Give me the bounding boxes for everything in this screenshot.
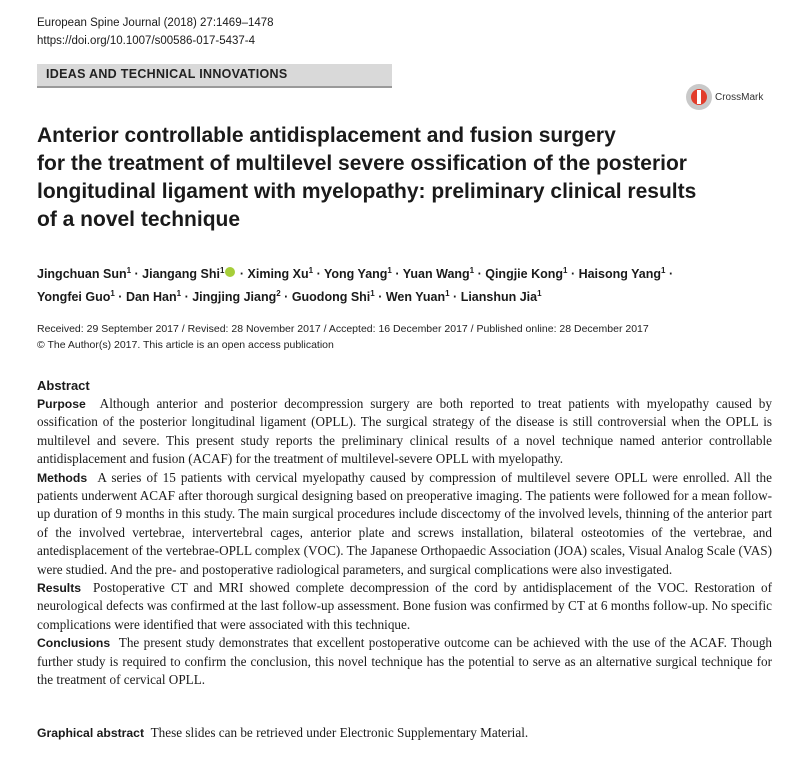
author[interactable] [142, 267, 236, 281]
abstract-conclusions [37, 634, 772, 689]
author-name: Guodong Shi [291, 290, 371, 305]
author-name: Haisong Yang [578, 267, 662, 282]
title-line: for the treatment of multilevel severe ossification of the posterior [37, 152, 687, 175]
article-dates [37, 321, 649, 353]
affiliation-marker: 2 [276, 289, 281, 299]
title-line: longitudinal ligament with myelopathy: preliminary clinical results [37, 180, 697, 203]
affiliation-marker: 1 [563, 266, 568, 275]
affiliation-marker: 1 [219, 266, 225, 275]
separator: · [181, 290, 193, 305]
journal-citation: European Spine Journal (2018) 27:1469–1478 [37, 17, 274, 29]
section-label: Methods [37, 470, 88, 485]
abstract-section [37, 377, 772, 690]
separator: · [131, 267, 143, 282]
author[interactable] [37, 290, 115, 304]
author[interactable] [126, 290, 181, 304]
abstract-heading: Abstract [37, 378, 90, 393]
author[interactable] [292, 290, 375, 304]
author-name: Yongfei Guo [37, 290, 111, 305]
author[interactable] [37, 267, 131, 281]
affiliation-marker: 1 [110, 289, 115, 299]
separator: · [391, 267, 403, 282]
affiliation-marker: 1 [661, 266, 666, 275]
author-name: Jiangang Shi [142, 267, 220, 282]
crossmark-badge[interactable] [686, 84, 763, 110]
affiliation-marker: 1 [469, 266, 475, 275]
title-line: of a novel technique [37, 208, 241, 231]
crossmark-label: CrossMark [715, 91, 764, 103]
author-name: Qingjie Kong [485, 267, 564, 282]
author[interactable] [403, 267, 474, 281]
author-line [37, 261, 767, 284]
author[interactable] [248, 267, 314, 281]
separator: · [474, 267, 486, 282]
article-title [37, 122, 757, 234]
separator: · [567, 267, 579, 282]
author[interactable] [461, 290, 542, 304]
abstract-results [37, 579, 772, 634]
affiliation-marker: 1 [126, 266, 132, 275]
author[interactable] [192, 290, 281, 304]
author-name: Dan Han [125, 290, 177, 305]
graphical-abstract-text: These slides can be retrieved under Electronic Supplementary Material. [150, 725, 529, 740]
section-text: The present study demonstrates that excellent postoperative outcome can be achieved with the use of the ACAF. Though further study is required to confirm the conclusion, this novel technique has the potential to serve as an alternative surgical technique for the treatment of cervical OPLL. [37, 635, 773, 688]
author-name: Yong Yang [323, 267, 388, 282]
doi-link[interactable]: https://doi.org/10.1007/s00586-017-5437-4 [37, 35, 256, 47]
author[interactable] [579, 267, 666, 281]
separator: · [114, 290, 126, 305]
affiliation-marker: 1 [445, 289, 450, 299]
section-text: Postoperative CT and MRI showed complete decompression of the cord by antidisplacement of the VOC. Restoration of neurological defects was confirmed at the last follow-up assessment. Bone fusion was confirmed by CT at 6 months follow-up. No specific complications were identified that were associated with this technique. [37, 580, 773, 632]
orcid-icon[interactable] [225, 267, 235, 277]
author-list [37, 261, 767, 307]
section-label-bar [37, 64, 392, 88]
abstract-purpose [37, 395, 772, 469]
affiliation-marker: 1 [308, 266, 314, 275]
section-text: Although anterior and posterior decompression surgery are both reported to treat patients with myelopathy caused by ossification of the posterior longitudinal ligament (OPLL). The surgical strategy of the disease is still controversial when the OPLL is multilevel and severe. This present study reports the preliminary clinical results of a novel technique named anterior controllable antidisplacement and fusion (ACAF) for the treatment of multilevel-severe OPLL with myelopathy. [37, 396, 772, 467]
separator: · [665, 267, 674, 282]
author-name: Ximing Xu [247, 267, 309, 282]
journal-header [37, 14, 274, 50]
abstract-methods [37, 469, 772, 579]
section-label: Conclusions [37, 636, 111, 651]
section-text: A series of 15 patients with cervical myelopathy caused by compression of multilevel severe OPLL were enrolled. All the patients underwent ACAF after thorough surgical designing based on preoperative imaging. The patients were followed for a mean follow-up duration of 9 months in this study. The main surgical procedures include discectomy of the involved levels, thinning of the anterior part of the involved vertebrae, intervertebral cages, anterior plate and screws installation, bilateral osteotomies of the vertebrae, and antedisplacement of the vertebrae-OPLL complex (VOC). The Japanese Orthopaedic Association (JOA) scales, Visual Analog Scale (VAS) were studied. And the pre- and postoperative radiological parameters, and surgical complications were also investigated. [37, 469, 772, 577]
author-line [37, 284, 767, 307]
author-name: Jingchuan Sun [37, 267, 127, 282]
separator: · [313, 267, 324, 282]
affiliation-marker: 1 [176, 289, 182, 299]
affiliation-marker: 1 [537, 289, 542, 299]
separator: · [236, 267, 248, 282]
affiliation-marker: 1 [387, 266, 392, 275]
section-label: Results [37, 581, 82, 596]
title-line: Anterior controllable antidisplacement and fusion surgery [37, 124, 616, 147]
separator: · [280, 290, 292, 305]
license-line: © The Author(s) 2017. This article is an open access publication [37, 339, 334, 351]
separator: · [449, 290, 461, 305]
author[interactable] [386, 290, 450, 304]
graphical-abstract-label: Graphical abstract [37, 726, 145, 740]
author[interactable] [324, 267, 392, 281]
author[interactable] [485, 267, 567, 281]
affiliation-marker: 1 [370, 289, 375, 299]
section-label: IDEAS AND TECHNICAL INNOVATIONS [46, 67, 288, 81]
crossmark-icon [686, 84, 712, 110]
author-name: Lianshun Jia [460, 290, 538, 305]
separator: · [374, 290, 386, 305]
graphical-abstract [37, 724, 528, 742]
section-label: Purpose [37, 397, 86, 411]
author-name: Jingjing Jiang [192, 290, 277, 305]
author-name: Wen Yuan [385, 290, 446, 305]
author-name: Yuan Wang [402, 267, 470, 282]
history-dates: Received: 29 September 2017 / Revised: 28 November 2017 / Accepted: 16 December 2017 / Published online: 28 December 2017 [37, 323, 649, 335]
